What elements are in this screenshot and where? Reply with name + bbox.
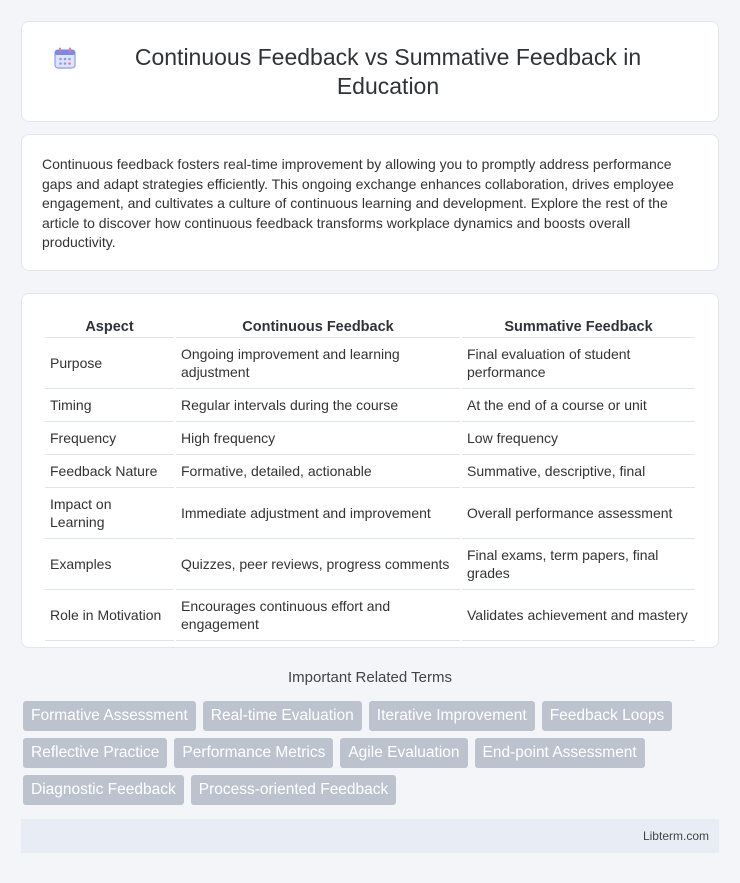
- tag-agile-evaluation[interactable]: Agile Evaluation: [340, 738, 467, 768]
- row-summative: Summative, descriptive, final: [462, 455, 695, 488]
- comparison-card: [21, 293, 719, 648]
- row-continuous: High frequency: [176, 422, 460, 455]
- row-aspect: Role in Motivation: [45, 590, 174, 641]
- row-aspect: Feedback Nature: [45, 455, 174, 488]
- row-continuous: Ongoing improvement and learning adjustment: [176, 338, 460, 389]
- header-summative: Summative Feedback: [462, 314, 695, 338]
- header-continuous: Continuous Feedback: [176, 314, 460, 338]
- row-aspect: Impact on Learning: [45, 488, 174, 539]
- table-header-row: [45, 314, 695, 338]
- table-row: [45, 488, 695, 539]
- calendar-icon: [52, 45, 78, 71]
- row-summative: Overall performance assessment: [462, 488, 695, 539]
- related-terms-title: Important Related Terms: [288, 669, 452, 686]
- intro-text: Continuous feedback fosters real-time improvement by allowing you to promptly address performance gaps and adapt strategies efficiently. This ongoing exchange enhances collaboration, drives employee engagement, and cultivates a culture of continuous learning and development. Explore the rest of the article to discover how continuous feedback transforms workplace dynamics and boosts overall productivity.: [42, 156, 674, 251]
- tag-performance-metrics[interactable]: Performance Metrics: [174, 738, 333, 768]
- row-aspect: Examples: [45, 539, 174, 590]
- tag-formative-assessment[interactable]: Formative Assessment: [23, 701, 196, 731]
- row-summative: Validates achievement and mastery: [462, 590, 695, 641]
- tag-iterative-improvement[interactable]: Iterative Improvement: [369, 701, 535, 731]
- footer-site-link[interactable]: Libterm.com: [642, 829, 709, 843]
- table-row: [45, 338, 695, 389]
- tag-reflective-practice[interactable]: Reflective Practice: [23, 738, 167, 768]
- row-continuous: Quizzes, peer reviews, progress comments: [176, 539, 460, 590]
- tag-diagnostic-feedback[interactable]: Diagnostic Feedback: [23, 775, 184, 805]
- related-terms-tags: [23, 701, 723, 812]
- tag-feedback-loops[interactable]: Feedback Loops: [542, 701, 673, 731]
- row-aspect: Frequency: [45, 422, 174, 455]
- row-aspect: Timing: [45, 389, 174, 422]
- row-summative: At the end of a course or unit: [462, 389, 695, 422]
- tag-process-oriented-feedback[interactable]: Process-oriented Feedback: [191, 775, 397, 805]
- table-row: [45, 539, 695, 590]
- page-title: Continuous Feedback vs Summative Feedback in Education: [134, 43, 642, 99]
- tag-real-time-evaluation[interactable]: Real-time Evaluation: [203, 701, 362, 731]
- row-continuous: Formative, detailed, actionable: [176, 455, 460, 488]
- title-card: [21, 21, 719, 122]
- footer: [21, 819, 719, 853]
- table-row: [45, 590, 695, 641]
- row-summative: Final exams, term papers, final grades: [462, 539, 695, 590]
- row-summative: Low frequency: [462, 422, 695, 455]
- row-summative: Final evaluation of student performance: [462, 338, 695, 389]
- row-continuous: Immediate adjustment and improvement: [176, 488, 460, 539]
- row-aspect: Purpose: [45, 338, 174, 389]
- row-continuous: Regular intervals during the course: [176, 389, 460, 422]
- intro-card: [21, 134, 719, 271]
- tag-end-point-assessment[interactable]: End-point Assessment: [475, 738, 645, 768]
- table-row: [45, 455, 695, 488]
- table-row: [45, 422, 695, 455]
- row-continuous: Encourages continuous effort and engagement: [176, 590, 460, 641]
- table-row: [45, 389, 695, 422]
- title-wrap: [22, 43, 718, 101]
- header-aspect: Aspect: [45, 314, 174, 338]
- comparison-table: [43, 314, 697, 641]
